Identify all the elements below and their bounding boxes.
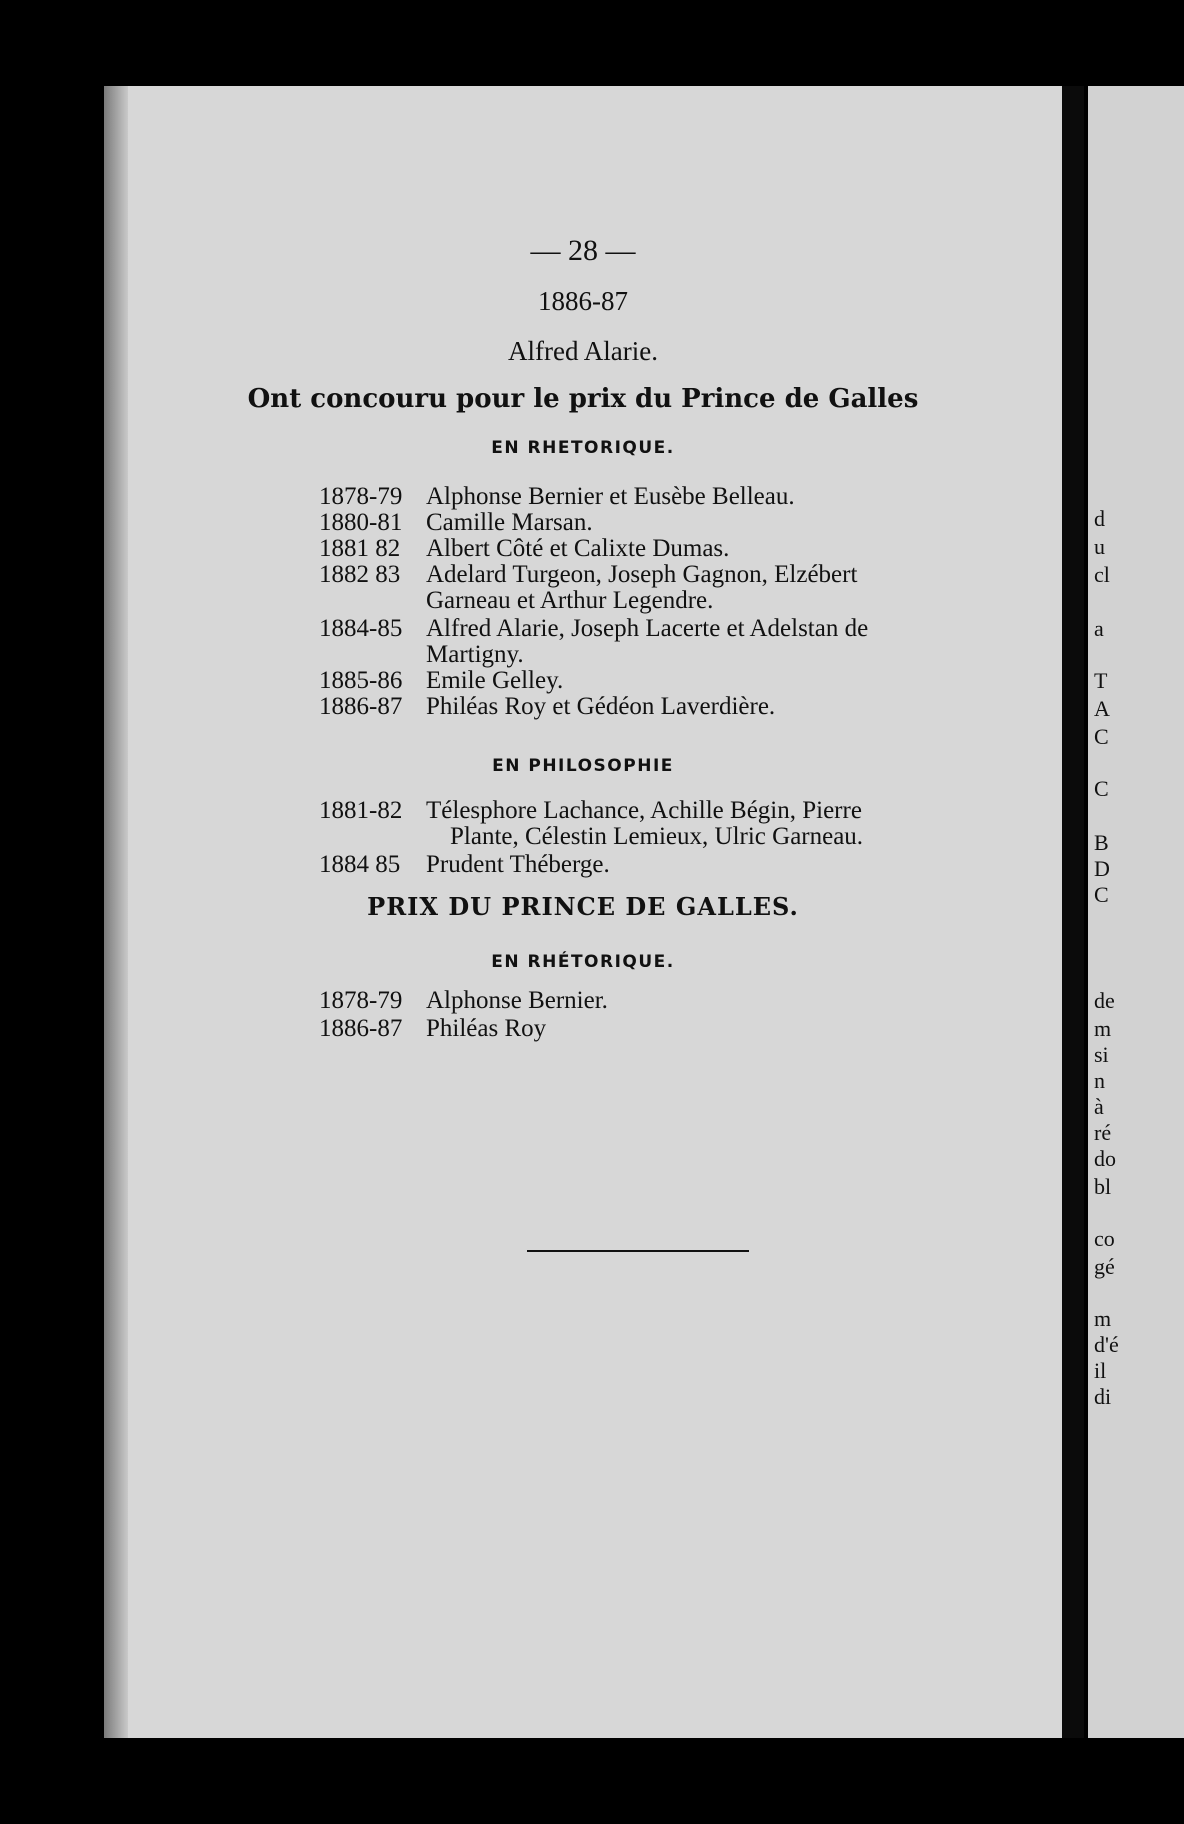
section-title-rhetorique-prize: EN RHÉTORIQUE.	[491, 952, 675, 972]
page-number: — 28 —	[530, 234, 636, 267]
section-divider	[527, 1250, 749, 1252]
author-name: Alfred Alarie.	[508, 336, 658, 366]
section-title-rhetorique: EN RHETORIQUE.	[491, 438, 675, 458]
year-heading: 1886-87	[538, 286, 628, 316]
section-title-philosophie: EN PHILOSOPHIE	[492, 756, 674, 776]
competition-heading: Ont concouru pour le prix du Prince de Galles	[247, 384, 919, 414]
book-spine	[1062, 86, 1084, 1738]
book-page: — 28 — 1886-87 Alfred Alarie. Ont concouru pour le prix du Prince de Galles EN RHETORIQUE. 1878-79 Alphonse Bernier et Eusèbe Belleau. 1880-81 Camille Marsan. 1881 82 Albert Côté et Calixte Dumas. 1882 83 Adelard Turgeon, Joseph Gagnon, Elzébert Garneau et Arthur Legendre. 1884-85 Alfred Alarie, Joseph Lacerte et Adelstan de Martigny. 1885-86 Emile Gelley. 1886-87 Philéas Roy et Gédéon Laverdière. EN PHILOSOPHIE 1881-82 Télesphore Lachance, Achille Bégin, Pierre Plante, Célestin Lemieux, Ulric Garneau. 1884 85 Prudent Théberge. PRIX DU PRINCE DE GALLES. EN RHÉTORIQUE. 1878-79 Alphonse Bernier. 1886-87 Philéas Roy	[104, 86, 1084, 1738]
adjacent-page-edge: d u cl a T A C C B D C de m si n à ré do bl co gé m d'é il di	[1088, 86, 1184, 1738]
prize-title: PRIX DU PRINCE DE GALLES.	[367, 892, 799, 921]
